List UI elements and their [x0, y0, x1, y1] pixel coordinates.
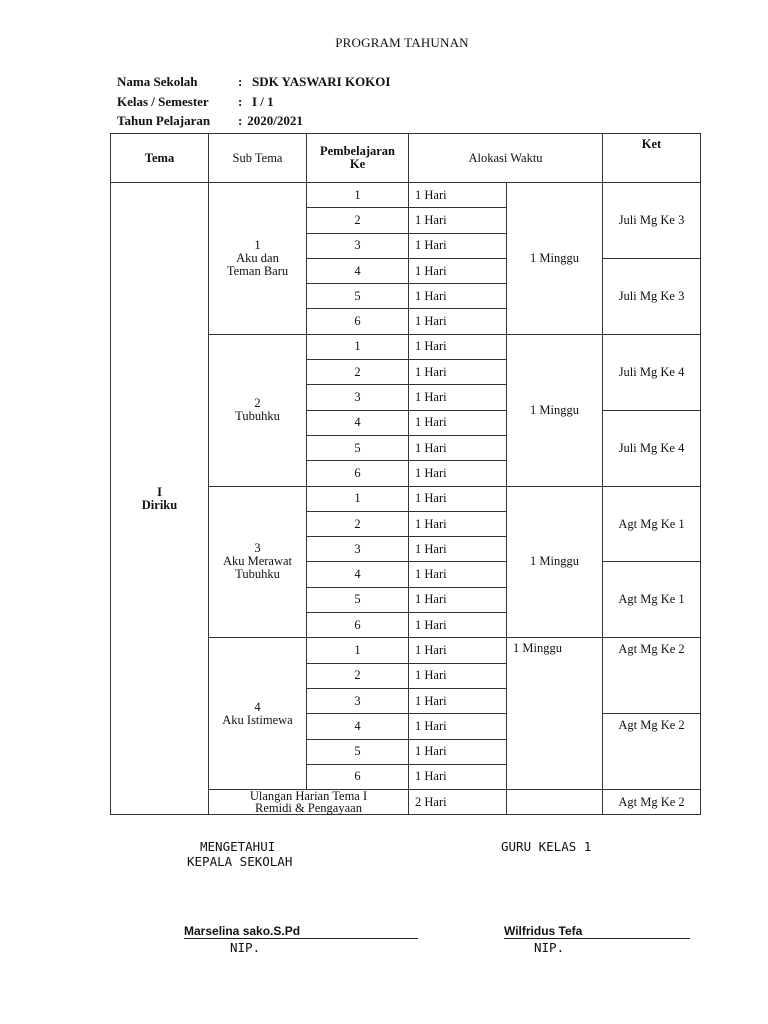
lesson-number: 1: [307, 334, 409, 359]
lesson-hari: 1 Hari: [409, 562, 507, 587]
header-alokasi-label: Alokasi Waktu: [468, 150, 543, 165]
table-header-row: [111, 134, 701, 183]
lesson-hari: 1 Hari: [409, 537, 507, 562]
meta-colon: :: [238, 94, 243, 109]
subtema-name: Aku Merawat: [222, 554, 293, 569]
principal-nip: NIP.: [230, 940, 261, 955]
lesson-number: 4: [307, 410, 409, 435]
lesson-number: 6: [307, 613, 409, 638]
table-row: [111, 183, 701, 208]
tema-cell: [111, 183, 209, 815]
lesson-hari: 1 Hari: [409, 410, 507, 435]
ulangan-line1: Ulangan Harian Tema I: [249, 789, 368, 804]
lesson-number: 6: [307, 764, 409, 789]
lesson-number: 6: [307, 461, 409, 486]
minggu-cell: 1 Minggu: [507, 638, 603, 790]
subtema-cell: [209, 638, 307, 790]
ulangan-cell: [209, 790, 409, 815]
meta-value: SDK YASWARI KOKOI: [252, 74, 391, 89]
lesson-hari: 1 Hari: [409, 613, 507, 638]
teacher-name: Wilfridus Tefa: [504, 924, 690, 939]
header-pembelajaran: [307, 134, 409, 183]
lesson-hari: 1 Hari: [409, 360, 507, 385]
lesson-number: 2: [307, 511, 409, 536]
ulangan-ket: Agt Mg Ke 2: [603, 790, 701, 815]
document-title: PROGRAM TAHUNAN: [335, 35, 469, 50]
ulangan-empty: [507, 790, 603, 815]
lesson-number: 5: [307, 587, 409, 612]
subtema-cell: [209, 334, 307, 486]
ket-cell: Agt Mg Ke 2: [603, 714, 701, 790]
lesson-number: 5: [307, 435, 409, 460]
meta-year: [117, 113, 303, 129]
subtema-number: 4: [254, 699, 261, 714]
sign-left-line2: KEPALA SEKOLAH: [187, 854, 293, 869]
lesson-hari: 1 Hari: [409, 208, 507, 233]
lesson-hari: 1 Hari: [409, 638, 507, 663]
subtema-number: 2: [254, 396, 261, 411]
ket-cell: Juli Mg Ke 3: [603, 183, 701, 259]
lesson-hari: 1 Hari: [409, 587, 507, 612]
subtema-number: 1: [254, 237, 261, 252]
lesson-hari: 1 Hari: [409, 258, 507, 283]
ket-cell: Agt Mg Ke 1: [603, 562, 701, 638]
subtema-name-2: Teman Baru: [226, 263, 289, 278]
ulangan-line2: Remidi & Pengayaan: [255, 801, 362, 816]
lesson-hari: 1 Hari: [409, 233, 507, 258]
lesson-number: 2: [307, 208, 409, 233]
sign-right-line1: GURU KELAS 1: [501, 839, 592, 854]
subtema-name: Aku dan: [236, 250, 279, 265]
meta-school: [117, 74, 390, 90]
ket-cell: Agt Mg Ke 1: [603, 486, 701, 562]
meta-colon: :: [238, 113, 243, 128]
lesson-hari: 1 Hari: [409, 309, 507, 334]
lesson-hari: 1 Hari: [409, 435, 507, 460]
program-table: [110, 133, 701, 815]
lesson-number: 5: [307, 284, 409, 309]
header-pembelajaran-line1: Pembelajaran: [320, 144, 395, 158]
lesson-hari: 1 Hari: [409, 461, 507, 486]
meta-colon: :: [238, 74, 243, 89]
lesson-number: 1: [307, 486, 409, 511]
lesson-number: 4: [307, 258, 409, 283]
meta-class: [117, 94, 274, 110]
header-alokasi: [409, 134, 603, 183]
lesson-number: 2: [307, 360, 409, 385]
lesson-number: 5: [307, 739, 409, 764]
lesson-number: 3: [307, 233, 409, 258]
lesson-hari: 1 Hari: [409, 334, 507, 359]
sign-left-line1: MENGETAHUI: [200, 839, 276, 854]
minggu-cell: 1 Minggu: [507, 334, 603, 486]
principal-name: Marselina sako.S.Pd: [184, 924, 418, 939]
header-ket: Ket: [603, 134, 701, 183]
lesson-number: 3: [307, 385, 409, 410]
header-tema: Tema: [111, 134, 209, 183]
tema-number: I: [157, 484, 162, 499]
teacher-nip: NIP.: [534, 940, 565, 955]
ket-cell: Juli Mg Ke 4: [603, 334, 701, 410]
subtema-number: 3: [254, 541, 261, 556]
header-subtema: [209, 134, 307, 183]
lesson-hari: 1 Hari: [409, 739, 507, 764]
lesson-number: 4: [307, 562, 409, 587]
lesson-number: 1: [307, 638, 409, 663]
meta-value: I / 1: [252, 94, 274, 109]
lesson-hari: 1 Hari: [409, 284, 507, 309]
lesson-number: 4: [307, 714, 409, 739]
lesson-hari: 1 Hari: [409, 183, 507, 208]
meta-label: Kelas / Semester: [117, 94, 209, 109]
subtema-cell: [209, 183, 307, 335]
minggu-cell: 1 Minggu: [507, 486, 603, 638]
subtema-name-2: Tubuhku: [235, 567, 280, 582]
meta-label: Nama Sekolah: [117, 74, 198, 89]
lesson-number: 3: [307, 688, 409, 713]
tema-name: Diriku: [141, 497, 178, 512]
lesson-hari: 1 Hari: [409, 486, 507, 511]
lesson-number: 3: [307, 537, 409, 562]
lesson-hari: 1 Hari: [409, 385, 507, 410]
subtema-cell: [209, 486, 307, 638]
meta-label: Tahun Pelajaran: [117, 113, 211, 128]
meta-value: 2020/2021: [247, 113, 303, 128]
lesson-hari: 1 Hari: [409, 764, 507, 789]
lesson-hari: 1 Hari: [409, 511, 507, 536]
minggu-cell: 1 Minggu: [507, 183, 603, 335]
lesson-number: 1: [307, 183, 409, 208]
lesson-hari: 1 Hari: [409, 714, 507, 739]
lesson-hari: 1 Hari: [409, 688, 507, 713]
ket-cell: Agt Mg Ke 2: [603, 638, 701, 714]
subtema-name: Tubuhku: [235, 409, 280, 424]
ket-cell: Juli Mg Ke 3: [603, 258, 701, 334]
lesson-hari: 1 Hari: [409, 663, 507, 688]
header-pembelajaran-line2: Ke: [349, 157, 366, 171]
ulangan-hari: 2 Hari: [409, 790, 507, 815]
lesson-number: 2: [307, 663, 409, 688]
header-subtema-label: Sub Tema: [232, 150, 283, 165]
subtema-name: Aku Istimewa: [222, 712, 293, 727]
lesson-number: 6: [307, 309, 409, 334]
ket-cell: Juli Mg Ke 4: [603, 410, 701, 486]
